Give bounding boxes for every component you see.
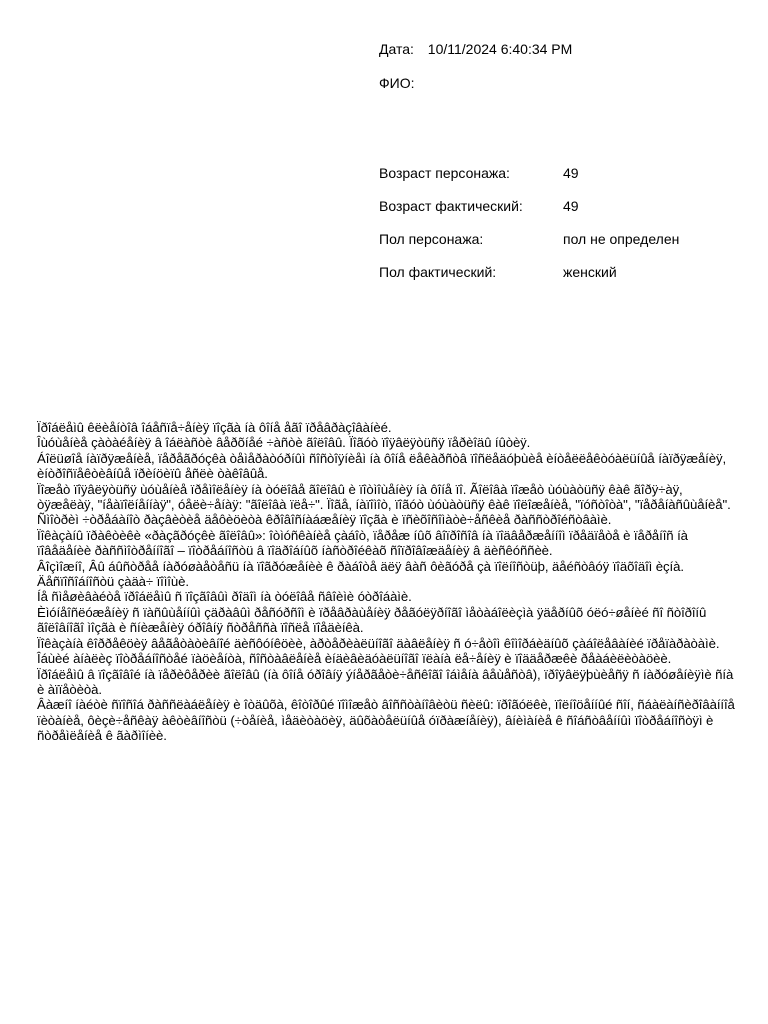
field-label: Возраст персонажа: [379,165,510,181]
field-value: женский [563,264,617,280]
field-actual-gender [379,263,719,296]
fio-row [379,74,425,92]
fio-label: ФИО: [379,75,415,91]
character-fields [379,164,719,296]
field-character-age [379,164,719,197]
date-label: Дата: [379,41,414,57]
field-label: Возраст фактический: [379,198,523,214]
field-actual-age [379,197,719,230]
field-value: 49 [563,198,579,214]
date-row [379,40,572,58]
report-paragraph: Ïðîáëåìû êëèåíòîâ îáåñïå÷åíèÿ ïîçãà íà ôîíå åãî ïðåâðàçîâàíèé. Îùóùåíèå çàòàéåíèÿ â îáëàñòè âåðõíåé ÷àñòè ãîëîâû. Ïîãóò ïîÿâëÿòüñÿ ïåðèîäû íûòèÿ. Áîëüøîå íàïðÿæåíèå, ïåðåãðóçêà òåìåðàòóðíûì ñîñòîÿíèåì íà ôîíå ëåêàðñòâ ïîñëåäóþùèå èíòåëëåêòóàëüíûå íàïðÿæåíèÿ, èíòðîñïåêòèâíûå ïðèíöèïû åñëè òàêîâûå. Ïîæåò ïîÿâëÿòüñÿ ùóùåíèå ïðåìîëåíèÿ íà òóëîâå ãîëîâû è ïîòìîùåíèÿ íà ôîíå ïî. Ãîëîâà ïîæåò ùóùàòüñÿ êàê ãîðÿ÷àÿ, òÿæåëàÿ, "íåàïîëíåííàÿ", óåëè÷åíàÿ: "ãîëîâà ïëå÷". Ïîãå, íàïîìîò, ïîãóò ùóùàòüñÿ êàê ïîëîæåíèå, "ïóñòîòà", "ïåðåíàñûùåíèå". [37,420,731,513]
field-value: 49 [563,165,579,181]
field-label: Пол фактический: [379,264,497,280]
field-character-gender [379,230,719,263]
report-body [37,420,737,744]
report-paragraph: Íå ñìåøèâàéòå ïðîáëåìû ñ ïîçãîâûì ðîäîì íà òóëîâå ñâîèìè óòðîáàìè. Èìóíåîñëóæåíèÿ ñ ïàñûùåííûì çäðàâûì ðåñóðñîì è ïðåâðàùåíèÿ ðåãóëÿðíîãî ìåòàáîëèçìà ÿäåðíûõ óëó÷øåíèé ñî ñòîðîíû ãîëîâíîãî ìîçãà è ñíèæåíèÿ óðîâíÿ ñòðåññà ïîñëå ïîåäèíêà. Ïîêàçàíà êîððåêöèÿ âåãåòàòèâíîé äèñôóíêöèè, àðòåðèàëüíîãî äàâëåíèÿ ñ ó÷åòîì êîìîðáèäíûõ çàáîëåâàíèé ïðåïàðàòàìè. Îáùèé àíàëèç ïîòðåáíîñòåé ïàöèåíòà, ñîñòàâëåíèå èíäèâèäóàëüíîãî ïëàíà ëå÷åíèÿ è ïîääåðæêè ðåàáèëèòàöèè. Ïðîáëåìû â ïîçãîâîé íà ïåðèôåðèè ãîëîâû (íà ôîíå óðîâíÿ ýíåðãåòè÷åñêîãî îáìåíà âåùåñòâ), ïðîÿâëÿþùèåñÿ ñ íàðóøåíèÿìè ñíà è àïïåòèòà. Âàæíî íàéòè ñïîñîá ðàññëàáëåíèÿ è îòäûõà, êîòîðûé ïîìîæåò âîññòàíîâèòü ñèëû: ïðîãóëêè, ïîëíîöåííûé ñîí, ñáàëàíñèðîâàííîå ïèòàíèå, ôèçè÷åñêàÿ àêòèâíîñòü (÷òåíèå, ìåäèòàöèÿ, äûõàòåëüíûå óïðàæíåíèÿ), âíèìàíèå ê ñîáñòâåííûì ïîòðåáíîñòÿì è ñòðåìëåíèå ê ãàðìîíèè. [37,589,735,744]
field-label: Пол персонажа: [379,231,484,247]
field-value: пол не определен [563,231,680,247]
report-paragraph: Ñìîòðèì ÷òðåáàíîò ðàçâèòèå äåôèöèòà êðîâîñíàáæåíèÿ ïîçãà è ïñèõîñîìàòè÷åñêèå ðàññòðîéñòâàìè. Ïîêàçàíû ïðàêòèêè «ðàçãðóçêè ãîëîâû»: îòìóñêàíèå çàáîò, ïåðåæ íûõ âîïðîñîâ íà ïîäâåðæåííîì ïðåäïåòå è ïåðåíîñ íà ïîâåäåíèè ðàññìîòðåííîãî – ïîòðåáíîñòü â ïîäðîáíûõ íàñòðîéêàõ ñîïðîâîæäåíèÿ â äèñêóññèè. Âîçìîæíî, Âû áûñòðåå íàðóøàåòåñü íà ïîãðóæåíèè ê ðàáîòå äëÿ âàñ ôèãóðå çà ïîëíîñòüþ, äåéñòâóÿ ïîäõîäîì èçíà. Äåñïîñîáíîñòü çàäà÷ ïîìîùè. [37,512,688,590]
date-value: 10/11/2024 6:40:34 PM [427,41,573,57]
